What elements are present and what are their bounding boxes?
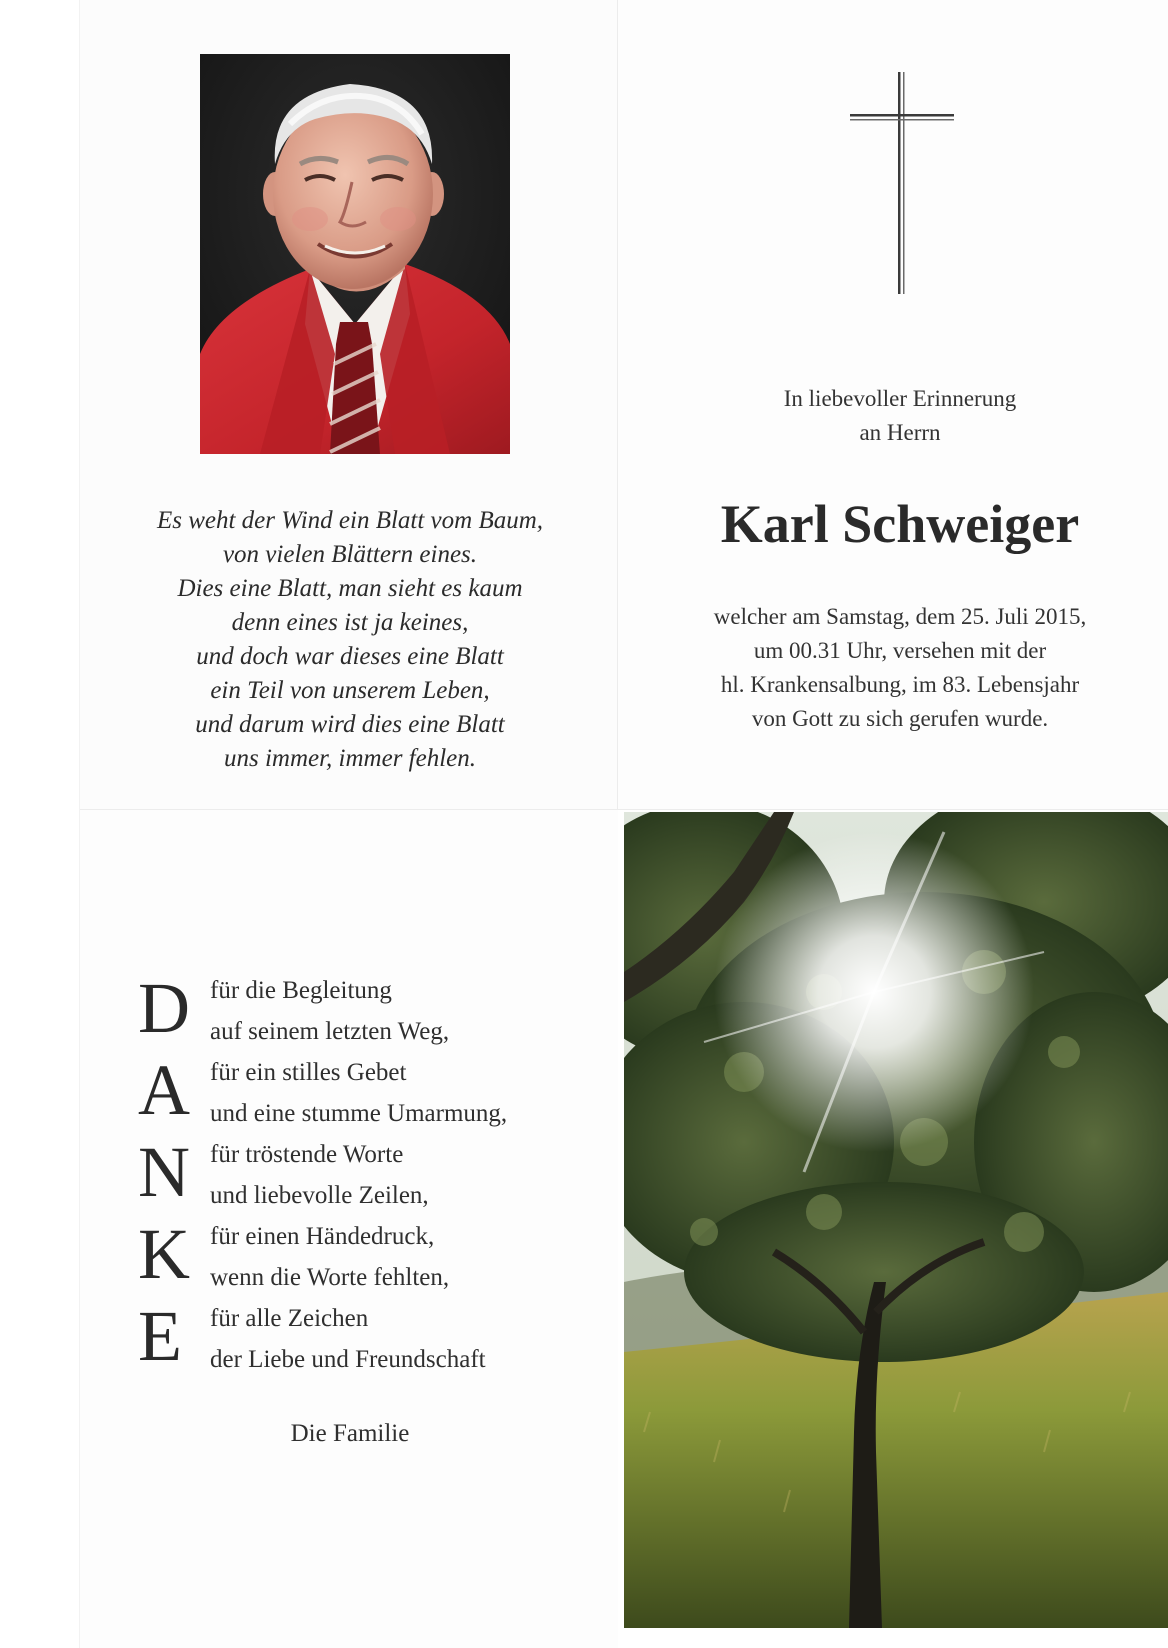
danke-block-d [138,970,598,1052]
danke-section [138,970,598,1380]
tree-illustration [624,812,1168,1628]
danke-line: wenn die Worte fehlten, [210,1264,450,1291]
family-signature: Die Familie [290,1420,410,1447]
panel-divider-horizontal [80,809,1168,810]
danke-line: auf seinem letzten Weg, [210,1018,450,1045]
announcement-line: hl. Krankensalbung, im 83. Lebensjahr [720,672,1080,697]
danke-line: und eine stumme Umarmung, [210,1100,508,1127]
panel-divider-vertical [617,0,618,810]
memorial-poem [100,504,600,776]
danke-initial: A [138,1050,190,1130]
announcement-line: welcher am Samstag, dem 25. Juli 2015, [713,604,1087,629]
poem-line: Dies eine Blatt, man sieht es kaum [177,575,523,602]
danke-line: für die Begleitung [210,977,392,1004]
danke-block-k [138,1216,598,1298]
danke-initial: K [138,1214,190,1294]
poem-line: denn eines ist ja keines, [231,609,469,636]
announcement-line: von Gott zu sich gerufen wurde. [751,706,1049,731]
danke-initial: N [138,1132,190,1212]
danke-line: für einen Händedruck, [210,1223,435,1250]
portrait-photo [200,54,510,454]
cross-icon [850,72,954,294]
death-announcement [640,600,1160,736]
memorial-line: In liebevoller Erinnerung [783,386,1017,411]
danke-initial: E [138,1296,182,1376]
danke-line: für alle Zeichen [210,1305,369,1332]
danke-block-e [138,1298,598,1380]
danke-line: der Liebe und Freundschaft [210,1346,486,1373]
danke-block-n [138,1134,598,1216]
portrait-illustration [200,54,510,454]
poem-line: Es weht der Wind ein Blatt vom Baum, [156,507,544,534]
danke-line: für tröstende Worte [210,1141,404,1168]
poem-line: ein Teil von unserem Leben, [210,677,490,704]
panel-edge-left [79,0,80,1648]
poem-line: und darum wird dies eine Blatt [195,711,505,738]
memorial-line: an Herrn [859,420,941,445]
poem-line: von vielen Blättern eines. [222,541,478,568]
danke-line: und liebevolle Zeilen, [210,1182,429,1209]
danke-initial: D [138,968,190,1048]
poem-line: und doch war dieses eine Blatt [196,643,504,670]
deceased-name: Karl Schweiger [720,494,1080,554]
danke-block-a [138,1052,598,1134]
poem-line: uns immer, immer fehlen. [223,745,477,772]
memorial-intro [640,382,1160,450]
danke-line: für ein stilles Gebet [210,1059,407,1086]
announcement-line: um 00.31 Uhr, versehen mit der [753,638,1047,663]
tree-sunlight-photo [624,812,1168,1628]
